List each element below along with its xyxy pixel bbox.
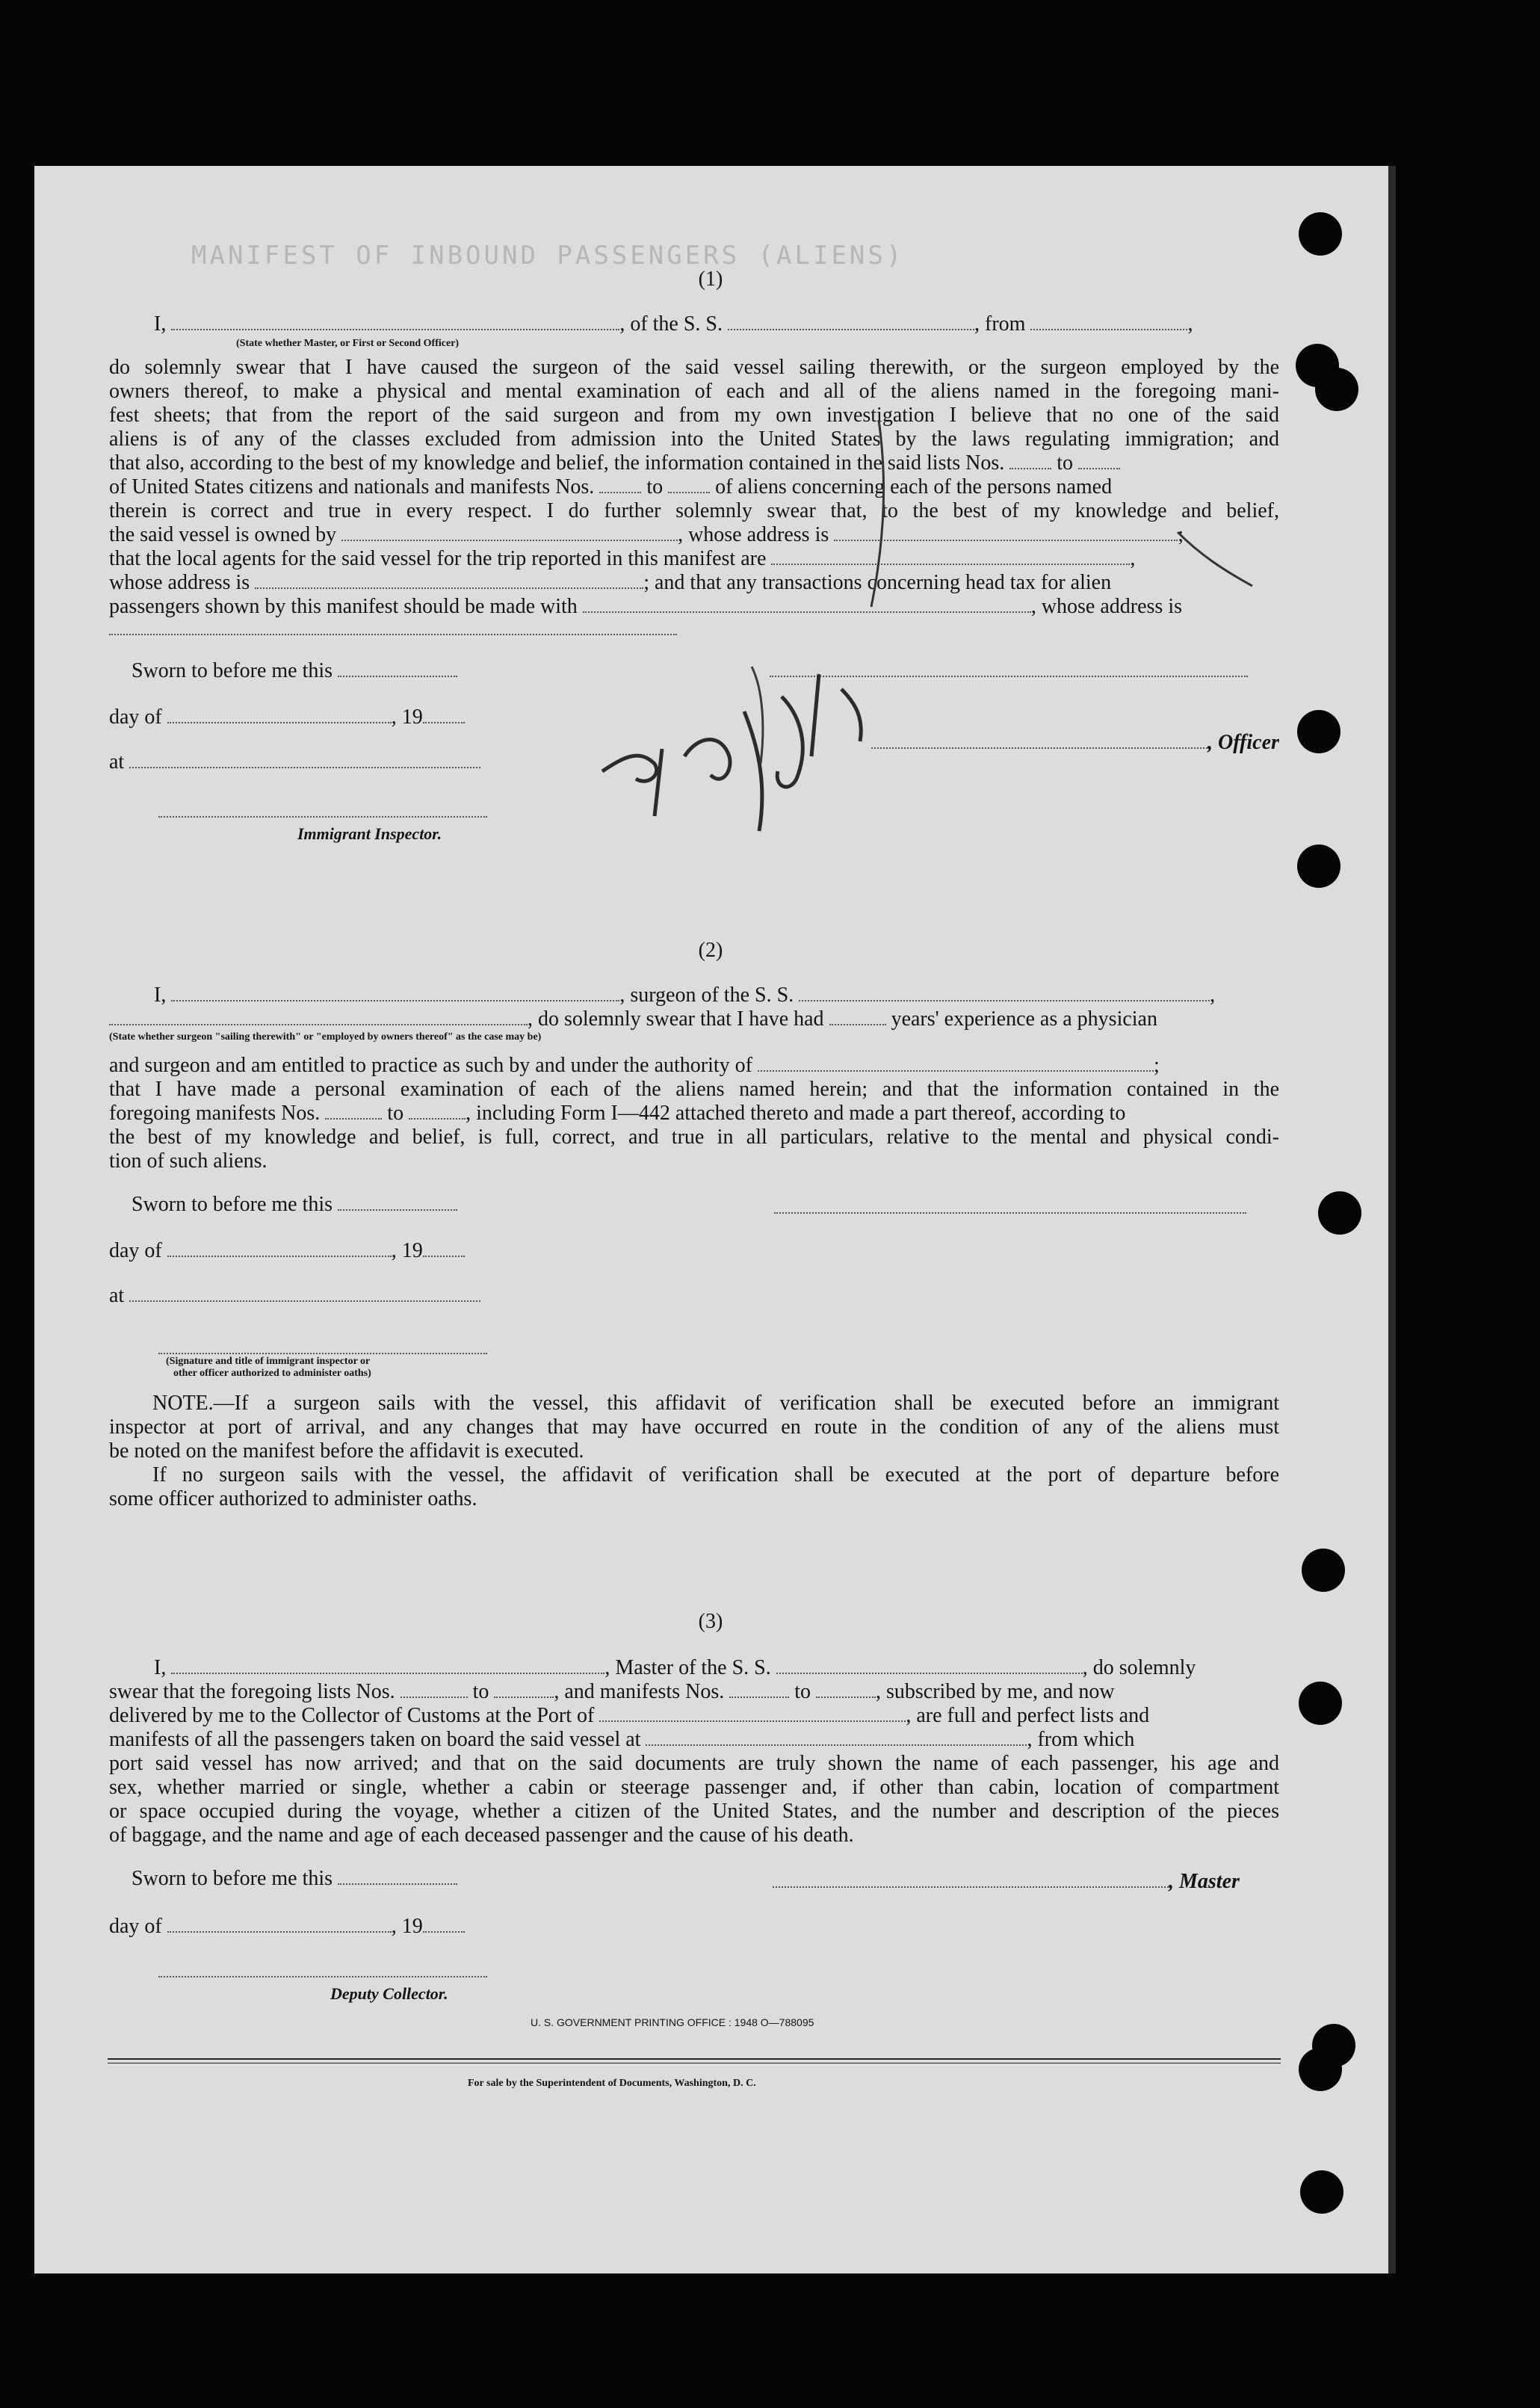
s2-note-line: inspector at port of arrival, and any changes that may have occurred en route in the condition of any of the aliens must [109,1416,1279,1439]
punch-hole [1302,1549,1345,1592]
s1-address-blank [109,632,677,635]
s2-line-2: , do solemnly swear that I have had years' experience as a physician [109,1007,1157,1031]
s1-line-1: I, , of the S. S. , from , [154,312,1193,336]
s2-body-line: the best of my knowledge and belief, is full, correct, and true in all particulars, relative to the mental and physical condi- [109,1126,1279,1149]
punch-hole [1318,1191,1361,1235]
s1-body-line: aliens is of any of the classes excluded from admission into the United States by the laws regulating immigration; and [109,427,1279,451]
s3-line-2: swear that the foregoing lists Nos. to , and manifests Nos. to , subscribed by me, and now [109,1680,1115,1703]
gpo-imprint: U. S. GOVERNMENT PRINTING OFFICE : 1948 O—788095 [531,2016,814,2028]
s2-signature-blank [774,1211,1246,1214]
s1-line-lists: that also, according to the best of my knowledge and belief, the information contained in the said lists Nos. to [109,451,1120,475]
s1-inspector-blank [158,815,487,818]
s2-day: day of , 19 [109,1239,465,1263]
s3-body-end: of baggage, and the name and age of each deceased passenger and the cause of his death. [109,1824,854,1847]
s1-line-agents: that the local agents for the said vessel for the trip reported in this manifest are , [109,547,1136,570]
s3-day: day of , 19 [109,1915,465,1939]
s2-body-end: tion of such aliens. [109,1149,268,1173]
s2-surgeon-note: (State whether surgeon "sailing therewith" or "employed by owners thereof" as the case may be) [109,1031,542,1043]
s2-at: at [109,1284,480,1308]
s3-line-4: manifests of all the passengers taken on board the said vessel at , from which [109,1728,1135,1751]
s1-body-line: owners thereof, to make a physical and mental examination of each and all of the aliens named in the foregoing mani- [109,380,1279,403]
s1-body-line: fest sheets; that from the report of the said surgeon and from my own investigation I believe that no one of the said [109,404,1279,427]
s1-line-headtax: passengers shown by this manifest should be made with , whose address is [109,595,1183,618]
s3-line-1: I, , Master of the S. S. , do solemnly [154,1656,1196,1679]
s2-line-authority: and surgeon and am entitled to practice as such by and under the authority of ; [109,1054,1160,1077]
footer-rule [108,2058,1281,2060]
s1-body-line: do solemnly swear that I have caused the surgeon of the said vessel sailing therewith, or the surgeon employed by the [109,356,1279,379]
s2-sworn: Sworn to before me this [132,1193,457,1217]
s2-body-line: that I have made a personal examination of each of the aliens named herein; and that the information contained in the [109,1078,1279,1101]
s1-officer-line: , Officer [871,731,1279,755]
section-1-heading: (1) [698,268,723,291]
s2-inspector-blank [158,1351,487,1354]
s2-note2-end: some officer authorized to administer oaths. [109,1487,477,1510]
s2-note-line: NOTE.—If a surgeon sails with the vessel, this affidavit of verification shall be executed before an immigrant [152,1392,1279,1415]
s3-body-line: sex, whether married or single, whether a cabin or steerage passenger and, if other than cabin, location of compartment [109,1776,1279,1799]
footer-sale-note: For sale by the Superintendent of Documents, Washington, D. C. [468,2078,756,2089]
s2-note2-line: If no surgeon sails with the vessel, the affidavit of verification shall be executed at the port of departure before [152,1463,1279,1487]
s3-master-line: , Master [773,1870,1240,1894]
punch-hole [1299,1682,1342,1725]
s3-collector-blank [158,1975,487,1978]
s2-note-end: be noted on the manifest before the affidavit is executed. [109,1439,584,1463]
s1-day: day of , 19 [109,706,465,729]
s2-line-1: I, , surgeon of the S. S. , [154,984,1216,1007]
s1-inspector-label: Immigrant Inspector. [297,824,442,843]
s3-sworn: Sworn to before me this [132,1867,457,1891]
s1-sworn: Sworn to before me this [132,659,457,683]
s3-collector-label: Deputy Collector. [330,1984,448,2003]
s2-sig-note: (Signature and title of immigrant inspector or [166,1356,371,1367]
s3-body-line: port said vessel has now arrived; and that on the said documents are truly shown the name of each passenger, his age and [109,1752,1279,1775]
handwritten-signature [572,644,991,853]
punch-hole [1297,710,1340,753]
s1-officer-note: (State whether Master, or First or Second Officer) [236,338,460,349]
s2-line-manifests: foregoing manifests Nos. to , including Form I—442 attached thereto and made a part thereof, according to [109,1102,1126,1125]
s2-sig-note: other officer authorized to administer oaths) [173,1368,371,1379]
punch-hole [1299,212,1342,256]
section-2-heading: (2) [698,939,723,962]
bleed-through-header: MANIFEST OF INBOUND PASSENGERS (ALIENS) [191,241,905,271]
s1-line-address: whose address is ; and that any transactions concerning head tax for alien [109,571,1112,594]
s3-line-3: delivered by me to the Collector of Customs at the Port of , are full and perfect lists and [109,1704,1150,1727]
punch-hole [1315,368,1358,411]
s1-line-owned: the said vessel is owned by , whose address is ; [109,523,1184,546]
punch-hole [1312,2024,1355,2067]
ink-strokes [864,413,1267,622]
s1-at: at [109,750,480,774]
punch-hole [1300,2170,1343,2214]
s1-line-correct: therein is correct and true in every respect. I do further solemnly swear that, to the best of my knowledge and belief, [109,499,1279,522]
s1-line-manifests: of United States citizens and nationals and manifests Nos. to of aliens concerning each of the persons named [109,475,1113,498]
s3-body-line: or space occupied during the voyage, whether a citizen of the United States, and the number and description of the pieces [109,1800,1279,1823]
punch-hole [1297,845,1340,888]
manifest-form-page [34,166,1396,2273]
section-3-heading: (3) [698,1610,723,1633]
